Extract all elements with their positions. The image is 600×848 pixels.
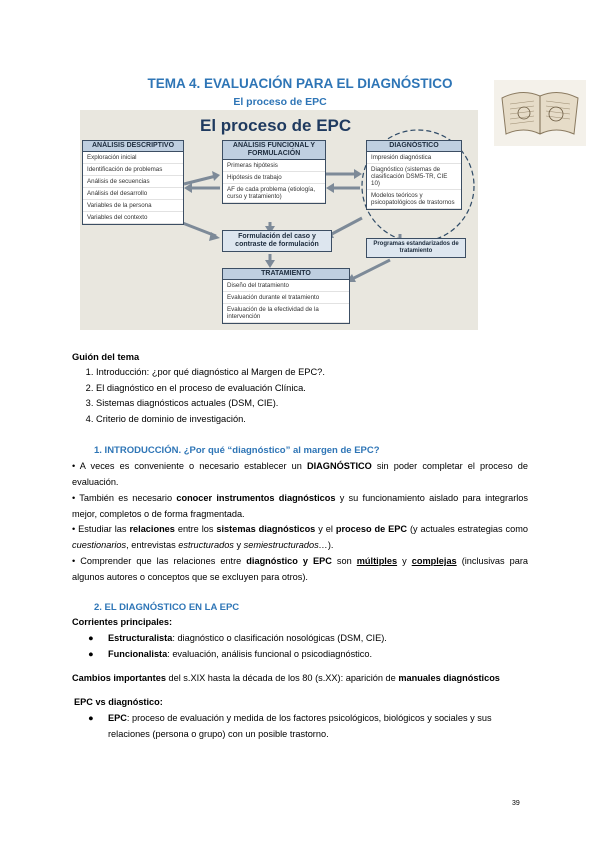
box-item: Evaluación de la efectividad de la intervención [223, 304, 349, 323]
list-item: 4. Criterio de dominio de investigación. [96, 412, 532, 428]
box-item: Exploración inicial [83, 152, 183, 164]
analisis-descriptivo-box [82, 140, 184, 225]
box-item: Evaluación durante el tratamiento [223, 292, 349, 304]
box-item: Variables de la persona [83, 200, 183, 212]
box-header: ANÁLISIS FUNCIONAL Y FORMULACIÓN [223, 141, 325, 160]
topic-outline [72, 352, 532, 427]
list-item: 1. Introducción: ¿por qué diagnóstico al Margen de EPC?. [96, 365, 532, 381]
paragraph: • Estudiar las relaciones entre los sistemas diagnósticos y el proceso de EPC (y actuales estrategias como cuestionarios, entrevistas estructurados y semiestructurados…). [72, 524, 529, 550]
page-number: 39 [512, 800, 520, 807]
paragraph: • También es necesario conocer instrumentos diagnósticos y su funcionamiento aislado para integrarlos mejor, completos o de forma fragmentada. [72, 493, 528, 519]
box-item: Modelos teóricos y psicopatológicos de trastornos [367, 190, 461, 209]
box-item: Primeras hipótesis [223, 160, 325, 172]
formulacion-box: Formulación del caso y contraste de formulación [222, 230, 332, 252]
box-item: Variables del contexto [83, 212, 183, 224]
box-item: Identificación de problemas [83, 164, 183, 176]
box-header: ANÁLISIS DESCRIPTIVO [83, 141, 183, 152]
bullet-item: ● Funcionalista: evaluación, análisis funcional o psicodiagnóstico. [88, 649, 373, 659]
document-title: TEMA 4. EVALUACIÓN PARA EL DIAGNÓSTICO [147, 76, 453, 91]
diagnostico-box [366, 140, 462, 210]
bullet-item: ● Estructuralista: diagnóstico o clasificación nosológicas (DSM, CIE). [88, 633, 387, 643]
box-header: TRATAMIENTO [223, 269, 349, 280]
analisis-funcional-box [222, 140, 326, 204]
list-item: 3. Sistemas diagnósticos actuales (DSM, CIE). [96, 396, 532, 412]
bullet-item: ● EPC: proceso de evaluación y medida de los factores psicológicos, biológicos y sociales y sus relaciones (persona o grupo) con un posible trastorno. [88, 713, 492, 739]
paragraph: • A veces es conveniente o necesario establecer un DIAGNÓSTICO sin poder completar el proceso de evaluación. [72, 461, 528, 487]
box-item: Análisis del desarrollo [83, 188, 183, 200]
tratamiento-box [222, 268, 350, 324]
list-item: 2. El diagnóstico en el proceso de evaluación Clínica. [96, 381, 532, 397]
cambios-line: Cambios importantes del s.XIX hasta la década de los 80 (s.XX): aparición de manuales diagnósticos [72, 673, 500, 683]
box-header: DIAGNÓSTICO [367, 141, 461, 152]
document-subtitle: El proceso de EPC [233, 96, 327, 108]
section-1-heading: 1. INTRODUCCIÓN. ¿Por qué “diagnóstico” al margen de EPC? [94, 445, 380, 456]
outline-heading: Guión del tema [72, 352, 140, 362]
epc-vs-label: EPC vs diagnóstico: [74, 697, 163, 707]
box-item: Hipótesis de trabajo [223, 172, 325, 184]
box-item: Análisis de secuencias [83, 176, 183, 188]
box-item: AF de cada problema (etiología, curso y tratamiento) [223, 184, 325, 203]
programas-box: Programas estandarizados de tratamiento [366, 238, 466, 258]
diagram-title: El proceso de EPC [200, 116, 352, 135]
section-2-heading: 2. EL DIAGNÓSTICO EN LA EPC [94, 602, 240, 613]
open-book-icon [494, 80, 586, 146]
corrientes-label: Corrientes principales: [72, 617, 173, 627]
epc-process-diagram [80, 110, 478, 330]
box-item: Impresión diagnóstica [367, 152, 461, 164]
box-item: Diagnóstico (sistemas de clasificación DSM5-TR, CIE 10) [367, 164, 461, 190]
paragraph: • Comprender que las relaciones entre diagnóstico y EPC son múltiples y complejas (inclusivas para algunos autores o conceptos que se excluyen para otros). [72, 556, 528, 582]
box-item: Diseño del tratamiento [223, 280, 349, 292]
